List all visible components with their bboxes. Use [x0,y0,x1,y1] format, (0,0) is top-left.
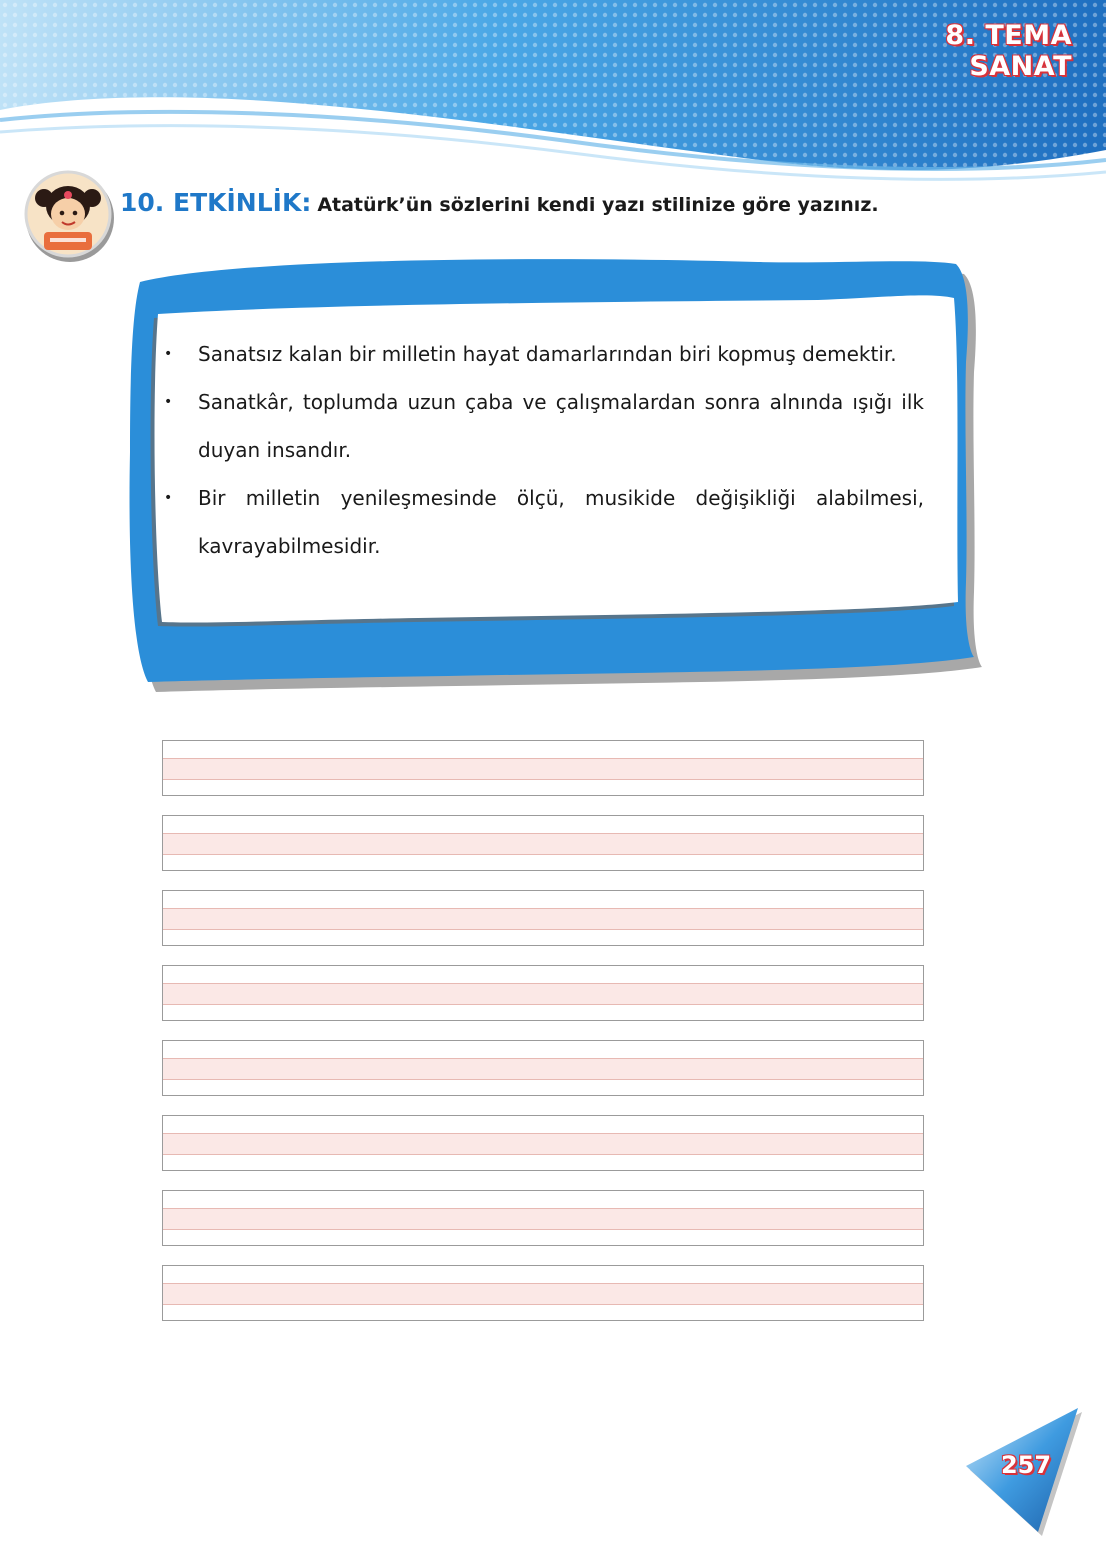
ataturk-quotes-list [162,330,924,570]
writing-line-5[interactable] [162,1040,924,1096]
writing-line-band [163,1283,923,1305]
header-wave-banner [0,0,1106,190]
writing-line-band [163,1133,923,1155]
handwriting-lines [162,740,924,1340]
theme-label [945,20,1072,82]
writing-line-8[interactable] [162,1265,924,1321]
page-number: 257 [1000,1451,1052,1479]
activity-number: 10. ETKİNLİK: [120,188,312,217]
bullet-icon: • [164,394,173,410]
writing-line-band [163,833,923,855]
quote-item [162,474,924,570]
writing-line-band [163,983,923,1005]
writing-line-1[interactable] [162,740,924,796]
quote-text: Bir milletin yenileşmesinde ölçü, musikide değişikliği alabilmesi, kavrayabilmesidir. [198,486,924,558]
writing-line-band [163,908,923,930]
girl-writing-icon [22,168,118,264]
activity-heading [120,188,879,217]
writing-line-2[interactable] [162,815,924,871]
quote-item [162,378,924,474]
writing-line-band [163,1208,923,1230]
activity-instruction: Atatürk’ün sözlerini kendi yazı stilinize göre yazınız. [317,194,879,216]
quote-text: Sanatsız kalan bir milletin hayat damarlarından biri kopmuş demektir. [198,342,897,366]
writing-line-6[interactable] [162,1115,924,1171]
theme-number: 8. TEMA [945,20,1072,51]
writing-line-3[interactable] [162,890,924,946]
quote-item [162,330,924,378]
bullet-icon: • [164,346,173,362]
writing-line-band [163,1058,923,1080]
theme-name: SANAT [969,51,1072,82]
quote-text: Sanatkâr, toplumda uzun çaba ve çalışmalardan sonra alnında ışığı ilk duyan insandır. [198,390,924,462]
writing-line-band [163,758,923,780]
bullet-icon: • [164,490,173,506]
writing-line-7[interactable] [162,1190,924,1246]
writing-line-4[interactable] [162,965,924,1021]
